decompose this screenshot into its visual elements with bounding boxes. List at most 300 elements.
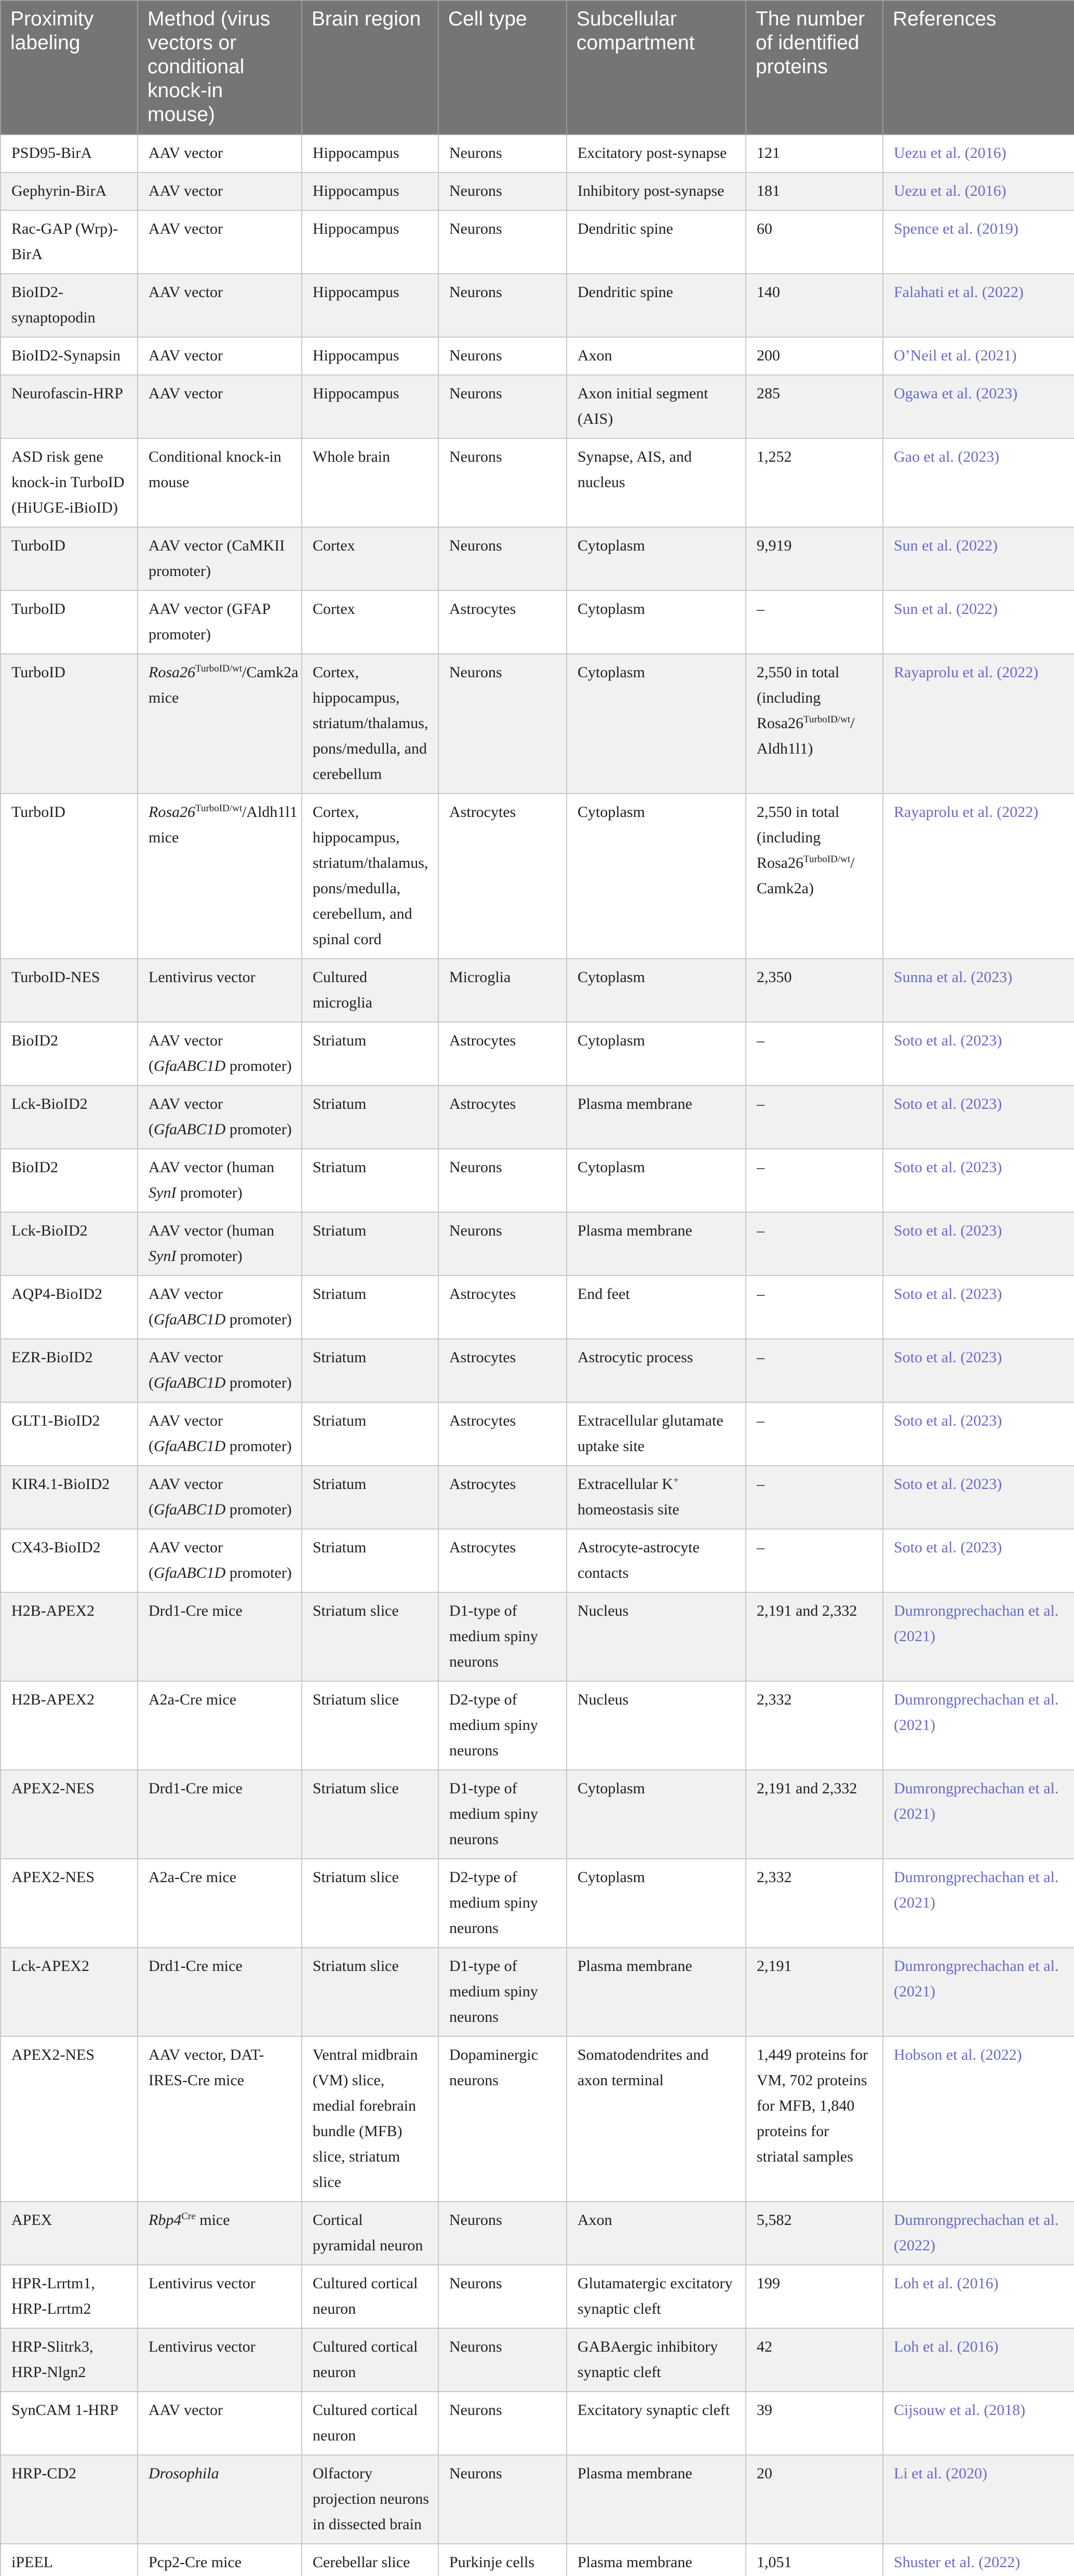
method-italic: D	[214, 1438, 226, 1455]
cell-brain-region: Striatum slice	[302, 1859, 438, 1948]
cell-cell-type: Purkinje cells	[438, 2544, 567, 2576]
cell-reference-link[interactable]: Soto et al. (2023)	[883, 1402, 1074, 1466]
method-text: promoter)	[225, 1501, 292, 1518]
cell-subcellular-compartment: Plasma membrane	[567, 1085, 746, 1149]
cell-reference-link[interactable]: Soto et al. (2023)	[883, 1212, 1074, 1276]
cell-method: Pcp2-Cre mice	[138, 2544, 302, 2576]
method-italic: D	[214, 1057, 226, 1075]
cell-cell-type: Neurons	[438, 2202, 567, 2265]
cell-reference-link[interactable]: Soto et al. (2023)	[883, 1529, 1074, 1592]
cell-method: AAV vector (CaMKII promoter)	[138, 527, 302, 591]
cell-reference-link[interactable]: Soto et al. (2023)	[883, 1149, 1074, 1212]
method-text: /Aldh1l1 mice	[149, 803, 298, 846]
cell-method	[138, 1529, 302, 1592]
cell-cell-type: Astrocytes	[438, 1466, 567, 1529]
cell-number-of-proteins	[746, 794, 883, 959]
cell-reference-link[interactable]: Sun et al. (2022)	[883, 591, 1074, 654]
table-row	[1, 654, 1074, 794]
cell-subcellular-compartment: Synapse, AIS, and nucleus	[567, 438, 746, 527]
cell-cell-type: Neurons	[438, 1149, 567, 1212]
method-text: /Camk2a mice	[149, 664, 299, 706]
cell-reference-link[interactable]: Shuster et al. (2022)	[883, 2544, 1074, 2576]
cell-method: Drd1-Cre mice	[138, 1770, 302, 1859]
header-cell-type: Cell type	[438, 1, 567, 135]
method-italic: Rosa26	[149, 803, 195, 821]
cell-cell-type: Astrocytes	[438, 1085, 567, 1149]
method-subscript: 1	[206, 1121, 214, 1138]
cell-number-of-proteins: 1,449 proteins for VM, 702 proteins for MFB, 1,840 proteins for striatal samples	[746, 2036, 883, 2202]
table-row	[1, 1466, 1074, 1529]
cell-number-of-proteins: –	[746, 1085, 883, 1149]
method-text: AAV vector (human	[149, 1159, 275, 1176]
cell-cell-type: Neurons	[438, 375, 567, 438]
cell-number-of-proteins: –	[746, 591, 883, 654]
cell-brain-region: Striatum	[302, 1022, 438, 1085]
cell-proximity-labeling: GLT1-BioID2	[1, 1402, 138, 1466]
cell-number-of-proteins: –	[746, 1212, 883, 1276]
cell-cell-type: Dopaminergic neurons	[438, 2036, 567, 2202]
cell-proximity-labeling: AQP4-BioID2	[1, 1276, 138, 1339]
cell-method: AAV vector, DAT-IRES-Cre mice	[138, 2036, 302, 2202]
cell-number-of-proteins: 20	[746, 2455, 883, 2544]
header-brain-region: Brain region	[302, 1, 438, 135]
cell-cell-type: D2-type of medium spiny neurons	[438, 1859, 567, 1948]
cell-cell-type: D2-type of medium spiny neurons	[438, 1681, 567, 1770]
cell-subcellular-compartment: Somatodendrites and axon terminal	[567, 2036, 746, 2202]
cell-method	[138, 1276, 302, 1339]
cell-method: Drd1-Cre mice	[138, 1592, 302, 1681]
cell-method	[138, 2202, 302, 2265]
cell-number-of-proteins: 2,191 and 2,332	[746, 1592, 883, 1681]
cell-method: AAV vector (GFAP promoter)	[138, 591, 302, 654]
method-italic: D	[214, 1311, 226, 1328]
cell-method	[138, 1466, 302, 1529]
cell-proximity-labeling: Lck-BioID2	[1, 1212, 138, 1276]
cell-cell-type: Neurons	[438, 2265, 567, 2328]
compartment-text: homeostasis site	[578, 1501, 679, 1518]
cell-brain-region: Striatum	[302, 1466, 438, 1529]
cell-method: A2a-Cre mice	[138, 1859, 302, 1948]
cell-subcellular-compartment: Axon	[567, 2202, 746, 2265]
method-text: promoter)	[225, 1057, 292, 1075]
cell-subcellular-compartment: Plasma membrane	[567, 1212, 746, 1276]
cell-number-of-proteins: 2,191	[746, 1948, 883, 2036]
method-superscript: Cre	[181, 2211, 196, 2222]
cell-proximity-labeling: Lck-BioID2	[1, 1085, 138, 1149]
cell-proximity-labeling: APEX	[1, 2202, 138, 2265]
number-text: / Aldh1l1)	[757, 715, 855, 757]
method-text: AAV vector (	[149, 1095, 223, 1138]
cell-number-of-proteins: –	[746, 1339, 883, 1402]
cell-brain-region: Striatum slice	[302, 1592, 438, 1681]
cell-brain-region: Striatum slice	[302, 1948, 438, 2036]
method-italic: GfaABC	[154, 1501, 207, 1518]
cell-proximity-labeling: TurboID	[1, 591, 138, 654]
cell-proximity-labeling: TurboID	[1, 654, 138, 794]
cell-cell-type: D1-type of medium spiny neurons	[438, 1770, 567, 1859]
table-row	[1, 2036, 1074, 2202]
cell-number-of-proteins: 181	[746, 172, 883, 210]
cell-proximity-labeling: HRP-CD2	[1, 2455, 138, 2544]
method-italic: SynI	[149, 1247, 177, 1265]
cell-subcellular-compartment: Astrocytic process	[567, 1339, 746, 1402]
method-italic: GfaABC	[154, 1057, 207, 1075]
cell-reference-link[interactable]: Uezu et al. (2016)	[883, 135, 1074, 172]
cell-number-of-proteins: 9,919	[746, 527, 883, 591]
cell-number-of-proteins: 60	[746, 210, 883, 274]
cell-reference-link[interactable]: Dumrongprechachan et al. (2021)	[883, 1859, 1074, 1948]
cell-number-of-proteins: –	[746, 1276, 883, 1339]
header-references: References	[883, 1, 1074, 135]
cell-subcellular-compartment: Cytoplasm	[567, 959, 746, 1022]
cell-number-of-proteins: –	[746, 1466, 883, 1529]
cell-subcellular-compartment: Dendritic spine	[567, 210, 746, 274]
cell-cell-type: Astrocytes	[438, 1276, 567, 1339]
method-italic: GfaABC	[154, 1311, 207, 1328]
table-row	[1, 274, 1074, 337]
header-row	[1, 1, 1074, 135]
table-row	[1, 337, 1074, 375]
cell-proximity-labeling: BioID2	[1, 1022, 138, 1085]
header-proximity-labeling: Proximity labeling	[1, 1, 138, 135]
cell-proximity-labeling: Gephyrin-BirA	[1, 172, 138, 210]
cell-reference-link[interactable]: Falahati et al. (2022)	[883, 274, 1074, 337]
compartment-superscript: +	[673, 1475, 679, 1486]
table-row	[1, 135, 1074, 172]
cell-subcellular-compartment: Cytoplasm	[567, 591, 746, 654]
cell-subcellular-compartment: Plasma membrane	[567, 2455, 746, 2544]
table-row	[1, 1022, 1074, 1085]
cell-method: AAV vector	[138, 375, 302, 438]
cell-method: AAV vector	[138, 210, 302, 274]
cell-cell-type: Neurons	[438, 135, 567, 172]
cell-reference-link[interactable]: O’Neil et al. (2021)	[883, 337, 1074, 375]
cell-subcellular-compartment: Plasma membrane	[567, 2544, 746, 2576]
cell-reference-link[interactable]: Loh et al. (2016)	[883, 2328, 1074, 2392]
method-italic: D	[214, 1374, 226, 1391]
table-row	[1, 1212, 1074, 1276]
method-text: AAV vector (	[149, 1032, 223, 1075]
cell-proximity-labeling: SynCAM 1-HRP	[1, 2392, 138, 2455]
cell-reference-link[interactable]: Rayaprolu et al. (2022)	[883, 794, 1074, 959]
table-row	[1, 1948, 1074, 2036]
cell-cell-type: Neurons	[438, 1212, 567, 1276]
cell-brain-region: Striatum	[302, 1402, 438, 1466]
cell-brain-region: Cultured microglia	[302, 959, 438, 1022]
cell-subcellular-compartment: Nucleus	[567, 1681, 746, 1770]
table-row	[1, 172, 1074, 210]
cell-method: Lentivirus vector	[138, 2328, 302, 2392]
cell-proximity-labeling: HRP-Slitrk3, HRP-Nlgn2	[1, 2328, 138, 2392]
method-text: AAV vector (	[149, 1285, 223, 1328]
cell-method	[138, 1339, 302, 1402]
cell-reference-link[interactable]: Soto et al. (2023)	[883, 1022, 1074, 1085]
cell-cell-type: Microglia	[438, 959, 567, 1022]
cell-brain-region: Striatum	[302, 1085, 438, 1149]
cell-subcellular-compartment: Cytoplasm	[567, 794, 746, 959]
cell-brain-region: Cortex, hippocampus, striatum/thalamus, pons/medulla, and cerebellum	[302, 654, 438, 794]
method-subscript: 1	[206, 1374, 214, 1391]
cell-brain-region: Cortex, hippocampus, striatum/thalamus, pons/medulla, cerebellum, and spinal cord	[302, 794, 438, 959]
cell-cell-type: Neurons	[438, 2392, 567, 2455]
cell-subcellular-compartment: Dendritic spine	[567, 274, 746, 337]
cell-method	[138, 2455, 302, 2544]
cell-proximity-labeling: TurboID	[1, 527, 138, 591]
header-method: Method (virus vectors or conditional knock-in mouse)	[138, 1, 302, 135]
cell-reference-link[interactable]: Hobson et al. (2022)	[883, 2036, 1074, 2202]
method-text: AAV vector (	[149, 1412, 223, 1455]
table-row	[1, 1770, 1074, 1859]
cell-brain-region: Cultured cortical neuron	[302, 2328, 438, 2392]
cell-brain-region: Striatum	[302, 1212, 438, 1276]
method-italic: GfaABC	[154, 1374, 207, 1391]
cell-reference-link[interactable]: Soto et al. (2023)	[883, 1276, 1074, 1339]
number-text: 2,550 in total (including Rosa26	[757, 664, 840, 732]
table-row	[1, 1276, 1074, 1339]
cell-cell-type: Neurons	[438, 2328, 567, 2392]
table-row	[1, 794, 1074, 959]
cell-method: Lentivirus vector	[138, 959, 302, 1022]
method-text: promoter)	[225, 1374, 292, 1391]
cell-proximity-labeling: CX43-BioID2	[1, 1529, 138, 1592]
method-text: AAV vector (	[149, 1349, 223, 1391]
cell-subcellular-compartment: Cytoplasm	[567, 1770, 746, 1859]
cell-method: Conditional knock-in mouse	[138, 438, 302, 527]
method-text: promoter)	[176, 1184, 243, 1201]
cell-proximity-labeling: KIR4.1-BioID2	[1, 1466, 138, 1529]
cell-number-of-proteins: 121	[746, 135, 883, 172]
cell-proximity-labeling: APEX2-NES	[1, 2036, 138, 2202]
cell-reference-link[interactable]: Dumrongprechachan et al. (2021)	[883, 1681, 1074, 1770]
table-row	[1, 1149, 1074, 1212]
cell-subcellular-compartment: Inhibitory post-synapse	[567, 172, 746, 210]
header-subcellular-compartment: Subcellular compartment	[567, 1, 746, 135]
table-row	[1, 2392, 1074, 2455]
table-body	[1, 135, 1074, 2576]
number-superscript: TurboID/wt	[803, 854, 851, 865]
cell-proximity-labeling: APEX2-NES	[1, 1859, 138, 1948]
cell-method	[138, 654, 302, 794]
cell-brain-region: Striatum slice	[302, 1681, 438, 1770]
table-row	[1, 1859, 1074, 1948]
cell-method	[138, 794, 302, 959]
cell-method: AAV vector	[138, 2392, 302, 2455]
number-text: / Camk2a)	[757, 854, 855, 897]
method-text: promoter)	[225, 1121, 292, 1138]
method-subscript: 1	[206, 1057, 214, 1075]
cell-subcellular-compartment	[567, 1466, 746, 1529]
method-text: promoter)	[225, 1311, 292, 1328]
cell-reference-link[interactable]: Ogawa et al. (2023)	[883, 375, 1074, 438]
cell-brain-region: Striatum	[302, 1276, 438, 1339]
table-row	[1, 2265, 1074, 2328]
cell-brain-region: Hippocampus	[302, 274, 438, 337]
cell-proximity-labeling: H2B-APEX2	[1, 1681, 138, 1770]
cell-cell-type: Neurons	[438, 654, 567, 794]
method-italic: Drosophila	[149, 2465, 219, 2482]
cell-reference-link[interactable]: Sun et al. (2022)	[883, 527, 1074, 591]
cell-cell-type: Astrocytes	[438, 1529, 567, 1592]
cell-proximity-labeling: BioID2	[1, 1149, 138, 1212]
cell-reference-link[interactable]: Uezu et al. (2016)	[883, 172, 1074, 210]
cell-reference-link[interactable]: Gao et al. (2023)	[883, 438, 1074, 527]
method-subscript: 1	[206, 1564, 214, 1581]
cell-brain-region: Olfactory projection neurons in dissected brain	[302, 2455, 438, 2544]
cell-brain-region: Cortex	[302, 591, 438, 654]
cell-number-of-proteins: 5,582	[746, 2202, 883, 2265]
cell-reference-link[interactable]: Soto et al. (2023)	[883, 1339, 1074, 1402]
cell-subcellular-compartment: Excitatory post-synapse	[567, 135, 746, 172]
method-text: AAV vector (	[149, 1475, 223, 1518]
method-text: mice	[195, 2211, 230, 2229]
table-header	[1, 1, 1074, 135]
cell-number-of-proteins: 200	[746, 337, 883, 375]
cell-brain-region: Cultured cortical neuron	[302, 2265, 438, 2328]
cell-cell-type: Astrocytes	[438, 591, 567, 654]
cell-brain-region: Ventral midbrain (VM) slice, medial forebrain bundle (MFB) slice, striatum slice	[302, 2036, 438, 2202]
cell-reference-link[interactable]: Sunna et al. (2023)	[883, 959, 1074, 1022]
cell-subcellular-compartment: Axon	[567, 337, 746, 375]
cell-reference-link[interactable]: Spence et al. (2019)	[883, 210, 1074, 274]
cell-method: A2a-Cre mice	[138, 1681, 302, 1770]
cell-subcellular-compartment: Cytoplasm	[567, 1149, 746, 1212]
method-subscript: 1	[206, 1311, 214, 1328]
table-row	[1, 375, 1074, 438]
cell-method	[138, 1085, 302, 1149]
cell-number-of-proteins: 1,051	[746, 2544, 883, 2576]
table-row	[1, 527, 1074, 591]
cell-brain-region: Striatum	[302, 1149, 438, 1212]
table-row	[1, 1402, 1074, 1466]
cell-subcellular-compartment: Extracellular glutamate uptake site	[567, 1402, 746, 1466]
cell-proximity-labeling: Neurofascin-HRP	[1, 375, 138, 438]
cell-reference-link[interactable]: Dumrongprechachan et al. (2021)	[883, 1770, 1074, 1859]
cell-method: AAV vector	[138, 172, 302, 210]
cell-number-of-proteins: 2,332	[746, 1859, 883, 1948]
cell-subcellular-compartment: End feet	[567, 1276, 746, 1339]
cell-number-of-proteins: 2,191 and 2,332	[746, 1770, 883, 1859]
cell-method	[138, 1149, 302, 1212]
cell-cell-type: D1-type of medium spiny neurons	[438, 1592, 567, 1681]
cell-cell-type: Neurons	[438, 527, 567, 591]
method-text: AAV vector (	[149, 1539, 223, 1581]
cell-subcellular-compartment: Cytoplasm	[567, 1859, 746, 1948]
method-text: promoter)	[225, 1564, 292, 1581]
cell-cell-type: Astrocytes	[438, 1402, 567, 1466]
cell-number-of-proteins: –	[746, 1402, 883, 1466]
cell-proximity-labeling: Rac-GAP (Wrp)-BirA	[1, 210, 138, 274]
cell-proximity-labeling: PSD95-BirA	[1, 135, 138, 172]
cell-number-of-proteins: 42	[746, 2328, 883, 2392]
table-row	[1, 210, 1074, 274]
cell-reference-link[interactable]: Soto et al. (2023)	[883, 1085, 1074, 1149]
cell-proximity-labeling: EZR-BioID2	[1, 1339, 138, 1402]
cell-cell-type: Neurons	[438, 210, 567, 274]
cell-brain-region: Hippocampus	[302, 210, 438, 274]
number-text: 2,550 in total (including Rosa26	[757, 803, 840, 871]
cell-number-of-proteins: –	[746, 1022, 883, 1085]
compartment-text: Extracellular K	[578, 1475, 674, 1493]
cell-subcellular-compartment: Glutamatergic excitatory synaptic cleft	[567, 2265, 746, 2328]
cell-reference-link[interactable]: Dumrongprechachan et al. (2022)	[883, 2202, 1074, 2265]
cell-method: Drd1-Cre mice	[138, 1948, 302, 2036]
method-superscript: TurboID/wt	[195, 663, 243, 674]
cell-number-of-proteins: 1,252	[746, 438, 883, 527]
cell-subcellular-compartment: Astrocyte-astrocyte contacts	[567, 1529, 746, 1592]
method-text: promoter)	[225, 1438, 292, 1455]
method-italic: D	[214, 1121, 226, 1138]
cell-cell-type: Neurons	[438, 274, 567, 337]
method-italic: Rbp4	[149, 2211, 182, 2229]
cell-brain-region: Hippocampus	[302, 135, 438, 172]
table-row	[1, 1085, 1074, 1149]
cell-brain-region: Striatum	[302, 1529, 438, 1592]
cell-proximity-labeling: ASD risk gene knock-in TurboID (HiUGE-iBioID)	[1, 438, 138, 527]
method-text: promoter)	[176, 1247, 243, 1265]
cell-brain-region: Whole brain	[302, 438, 438, 527]
method-italic: GfaABC	[154, 1564, 207, 1581]
table-row	[1, 1681, 1074, 1770]
table-row	[1, 2328, 1074, 2392]
cell-brain-region: Cultured cortical neuron	[302, 2392, 438, 2455]
cell-reference-link[interactable]: Li et al. (2020)	[883, 2455, 1074, 2544]
cell-proximity-labeling: TurboID	[1, 794, 138, 959]
cell-proximity-labeling: Lck-APEX2	[1, 1948, 138, 2036]
cell-method	[138, 1402, 302, 1466]
method-subscript: 1	[206, 1438, 214, 1455]
cell-number-of-proteins: 2,332	[746, 1681, 883, 1770]
table-row	[1, 1529, 1074, 1592]
cell-brain-region: Hippocampus	[302, 375, 438, 438]
method-italic: SynI	[149, 1184, 177, 1201]
cell-subcellular-compartment: Excitatory synaptic cleft	[567, 2392, 746, 2455]
cell-reference-link[interactable]: Rayaprolu et al. (2022)	[883, 654, 1074, 794]
cell-cell-type: Neurons	[438, 337, 567, 375]
cell-brain-region: Striatum slice	[302, 1770, 438, 1859]
cell-proximity-labeling: H2B-APEX2	[1, 1592, 138, 1681]
cell-brain-region: Striatum	[302, 1339, 438, 1402]
cell-brain-region: Hippocampus	[302, 172, 438, 210]
cell-subcellular-compartment: Axon initial segment (AIS)	[567, 375, 746, 438]
cell-number-of-proteins	[746, 654, 883, 794]
cell-reference-link[interactable]: Soto et al. (2023)	[883, 1466, 1074, 1529]
cell-reference-link[interactable]: Loh et al. (2016)	[883, 2265, 1074, 2328]
cell-method: AAV vector	[138, 135, 302, 172]
table-row	[1, 2544, 1074, 2576]
cell-cell-type: Astrocytes	[438, 1022, 567, 1085]
table-row	[1, 591, 1074, 654]
table-row	[1, 1339, 1074, 1402]
cell-reference-link[interactable]: Dumrongprechachan et al. (2021)	[883, 1948, 1074, 2036]
method-superscript: TurboID/wt	[195, 803, 243, 814]
cell-proximity-labeling: TurboID-NES	[1, 959, 138, 1022]
cell-reference-link[interactable]: Cijsouw et al. (2018)	[883, 2392, 1074, 2455]
cell-method	[138, 1212, 302, 1276]
cell-number-of-proteins: –	[746, 1149, 883, 1212]
cell-proximity-labeling: HPR-Lrrtm1, HRP-Lrrtm2	[1, 2265, 138, 2328]
cell-reference-link[interactable]: Dumrongprechachan et al. (2021)	[883, 1592, 1074, 1681]
cell-number-of-proteins: 2,350	[746, 959, 883, 1022]
method-subscript: 1	[206, 1501, 214, 1518]
cell-proximity-labeling: BioID2-Synapsin	[1, 337, 138, 375]
method-italic: GfaABC	[154, 1121, 207, 1138]
cell-proximity-labeling: BioID2-synaptopodin	[1, 274, 138, 337]
cell-subcellular-compartment: Plasma membrane	[567, 1948, 746, 2036]
cell-cell-type: D1-type of medium spiny neurons	[438, 1948, 567, 2036]
cell-cell-type: Neurons	[438, 2455, 567, 2544]
cell-subcellular-compartment: GABAergic inhibitory synaptic cleft	[567, 2328, 746, 2392]
cell-subcellular-compartment: Cytoplasm	[567, 654, 746, 794]
